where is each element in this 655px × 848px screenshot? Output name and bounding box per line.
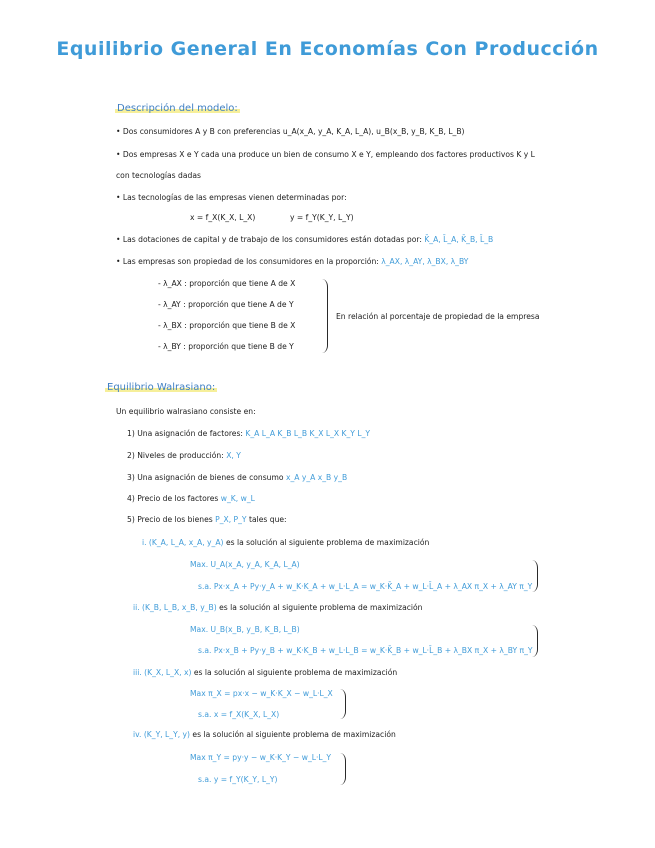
constraint-line: s.a. x = f_X(K_X, L_X) <box>198 710 280 719</box>
objective-line: Max. U_B(x_B, y_B, K_B, L_B) <box>190 625 300 634</box>
proportion-item: - λ_AY : proporción que tiene A de Y <box>158 300 294 309</box>
constraint-line: s.a. Px·x_A + Py·y_A + w_K·K_A + w_L·L_A = w_K·K̄_A + w_L·L̄_A + λ_AX π_X + λ_AY π_Y <box>198 582 533 591</box>
endowments-math: K̄_A, L̄_A, K̄_B, L̄_B <box>424 235 494 244</box>
walras-item: 1) Una asignación de factores: K_A L_A K_B L_B K_X L_X K_Y L_Y <box>127 429 371 438</box>
constraint-line: s.a. Px·x_B + Py·y_B + w_K·K_B + w_L·L_B = w_K·K̄_B + w_L·L̄_B + λ_BX π_X + λ_BY π_Y <box>198 646 533 655</box>
page-title: Equilibrio General En Economías Con Producción <box>56 38 599 60</box>
problem-heading: iii. (K_X, L_X, x) es la solución al siguiente problema de maximización <box>133 668 398 677</box>
problem-brace <box>532 625 538 657</box>
tech-x: x = f_X(K_X, L_X) <box>190 213 256 222</box>
bullet-technology: • Las tecnologías de las empresas vienen determinadas por: <box>116 193 347 202</box>
walras-item: 3) Una asignación de bienes de consumo x_A y_A x_B y_B <box>127 473 348 482</box>
problem-heading: ii. (K_B, L_B, x_B, y_B) es la solución al siguiente problema de maximización <box>133 603 423 612</box>
walras-item: 5) Precio de los bienes P_X, P_Y tales que: <box>127 515 287 524</box>
proportions-note: En relación al porcentaje de propiedad de la empresa <box>336 312 540 321</box>
ownership-text: • Las empresas son propiedad de los consumidores en la proporción: <box>116 257 379 266</box>
proportion-item: - λ_AX : proporción que tiene A de X <box>158 279 296 288</box>
bullet-endowments <box>116 235 493 244</box>
constraint-line: s.a. y = f_Y(K_Y, L_Y) <box>198 775 278 784</box>
problem-brace <box>340 689 346 719</box>
objective-line: Max π_X = px·x − w_K·K_X − w_L·L_X <box>190 689 333 698</box>
proportion-item: - λ_BX : proporción que tiene B de X <box>158 321 296 330</box>
bullet-consumers: • Dos consumidores A y B con preferencias u_A(x_A, y_A, K_A, L_A), u_B(x_B, y_B, K_B, L_B) <box>116 127 465 136</box>
ownership-math: λ_AX, λ_AY, λ_BX, λ_BY <box>381 257 469 266</box>
objective-line: Max. U_A(x_A, y_A, K_A, L_A) <box>190 560 300 569</box>
proportion-item: - λ_BY : proporción que tiene B de Y <box>158 342 294 351</box>
walras-item: 4) Precio de los factores w_K, w_L <box>127 494 255 503</box>
section-heading-walrasian: Equilibrio Walrasiano: <box>107 382 216 393</box>
problem-heading: i. (K_A, L_A, x_A, y_A) es la solución al siguiente problema de maximización <box>142 538 430 547</box>
tech-y: y = f_Y(K_Y, L_Y) <box>290 213 354 222</box>
section-heading-description: Descripción del modelo: <box>117 103 238 114</box>
walras-item: 2) Niveles de producción: X, Y <box>127 451 241 460</box>
problem-brace <box>340 753 346 785</box>
objective-line: Max π_Y = py·y − w_K·K_Y − w_L·L_Y <box>190 753 332 762</box>
bullet-ownership <box>116 257 468 266</box>
endowments-text: • Las dotaciones de capital y de trabajo de los consumidores están dotadas por: <box>116 235 422 244</box>
problem-heading: iv. (K_Y, L_Y, y) es la solución al siguiente problema de maximización <box>133 730 396 739</box>
bullet-firms: • Dos empresas X e Y cada una produce un bien de consumo X e Y, empleando dos factores productivos K y L <box>116 150 535 159</box>
walras-intro: Un equilibrio walrasiano consiste en: <box>116 407 256 416</box>
problem-brace <box>532 560 538 592</box>
bullet-firms-cont: con tecnologías dadas <box>116 171 201 180</box>
proportions-brace <box>322 279 328 353</box>
